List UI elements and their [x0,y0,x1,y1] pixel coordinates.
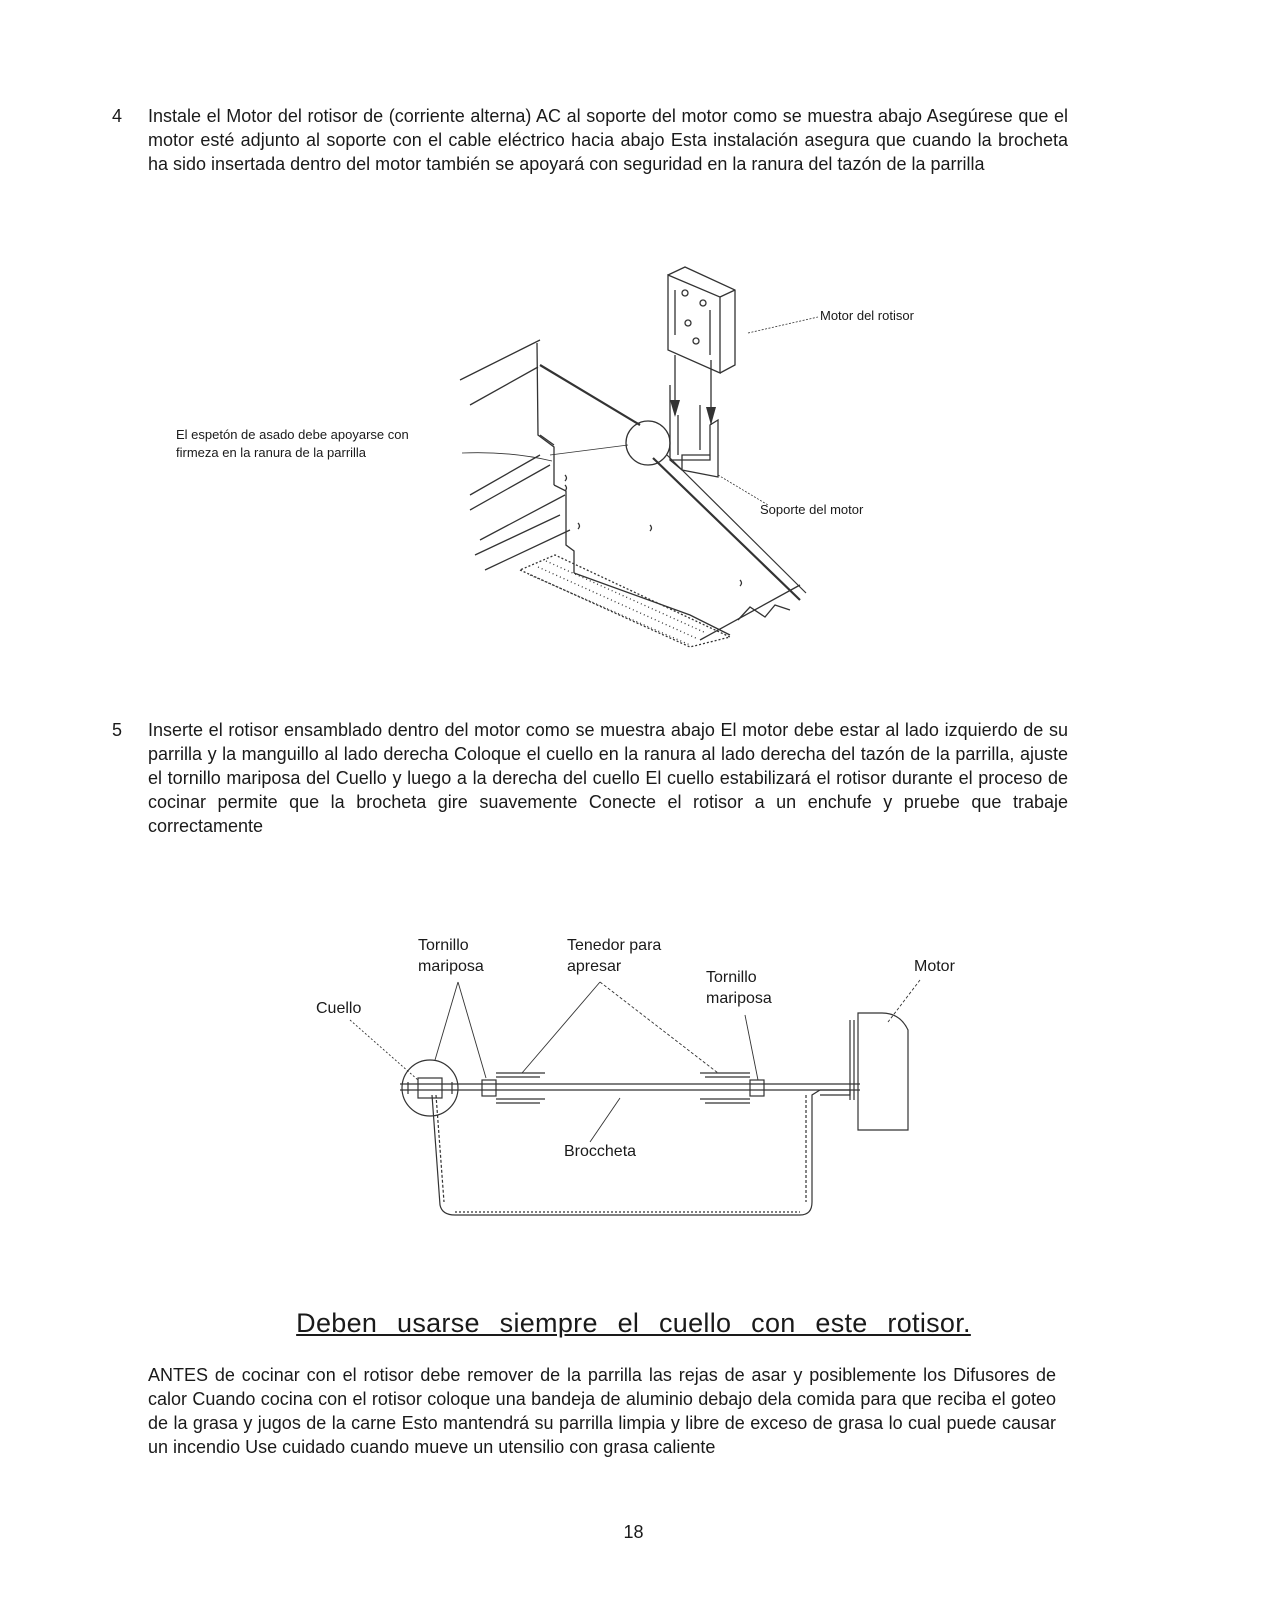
label-motor-rotisor: Motor del rotisor [820,308,914,323]
page-number: 18 [623,1522,644,1542]
safety-paragraph: ANTES de cocinar con el rotisor debe remover de la parrilla las rejas de asar y posiblemente los Difusores de calor Cuando cocina con el rotisor coloque una bandeja de aluminio debajo dela comida para que reciba el goteo de la grasa y jugos de la carne Esto mantendrá su parrilla limpia y libre de exceso de grasa lo cual puede causar un incendio Use cuidado cuando mueve un utensilio con grasa caliente [148,1365,1056,1457]
label-spit-line-2: firmeza en la ranura de la parrilla [176,445,367,460]
step-number: 4 [112,106,123,126]
label-collar: Cuello [316,1000,362,1017]
leader-screw-left-b [458,982,486,1078]
collar-block [418,1078,442,1098]
leader-fork-right [600,982,718,1073]
figure-motor-bracket [170,255,970,665]
leader-motor [888,980,920,1022]
motor-body [858,1013,908,1130]
label-motor: Motor [914,958,955,975]
spit-collar [626,421,670,465]
leader-motor [748,317,818,333]
label-screw-left-2: mariposa [418,958,484,975]
fork-left-tines [496,1073,545,1103]
leader-spit [590,1098,620,1142]
fork-right-tines [700,1073,750,1103]
label-motor-bracket: Soporte del motor [760,502,864,517]
fork-left-hub [482,1080,496,1096]
label-screw-left-1: Tornillo [418,937,469,954]
rotisserie-assembly-illustration [300,930,1000,1230]
label-spit: Broccheta [564,1143,637,1160]
label-spit-line-1: El espetón de asado debe apoyarse con [176,427,409,442]
drip-tray [520,555,730,647]
label-screw-right-2: mariposa [706,990,772,1007]
label-screw-right-1: Tornillo [706,969,757,986]
grill-edge-line [460,340,540,380]
figure-rotisserie-assembly [300,930,1000,1230]
leader-collar [350,1020,418,1080]
label-fork-1: Tenedor para [567,937,662,954]
step-number: 5 [112,720,123,740]
leader-bracket [718,475,768,505]
collar-circle [402,1060,458,1116]
leader-screw-left-a [435,982,458,1060]
spit-rod-upper [540,365,640,425]
leader-screw-right [745,1015,758,1080]
step-text: Instale el Motor del rotisor de (corriente alterna) AC al soporte del motor como se muestra abajo Asegúrese que el motor esté adjunto al soporte con el cable eléctrico hacia abajo Esta instalación asegura que cuando la brocheta ha sido insertada dentro del motor también se apoyará con seguridad en la ranura del tazón de la parrilla [148,106,1068,174]
leader-fork-left [522,982,600,1073]
step-text: Inserte el rotisor ensamblado dentro del motor como se muestra abajo El motor debe estar al lado izquierdo de su parrilla y la manguillo al lado derecha Coloque el cuello en la ranura al lado derecha del tazón de la parrilla, ajuste el tornillo mariposa del Cuello y luego a la derecha del cuello El cuello estabilizará el rotisor durante el proceso de cocinar permite que la brocheta gire suavemente Conecte el rotisor a un enchufe y pruebe que trabaje correctamente [148,720,1068,836]
arrow-head-left [670,400,680,417]
label-fork-2: apresar [567,958,622,975]
motor-housing [668,275,720,373]
spit-rod-lower [653,458,800,600]
spit-rod [400,1084,860,1090]
grill-wall [537,343,554,485]
fork-right-hub [750,1080,764,1096]
warning-heading: Deben usarse siempre el cuello con este rotisor. [296,1308,971,1338]
motor-bracket-illustration [170,255,970,665]
leader-spit [462,453,552,461]
